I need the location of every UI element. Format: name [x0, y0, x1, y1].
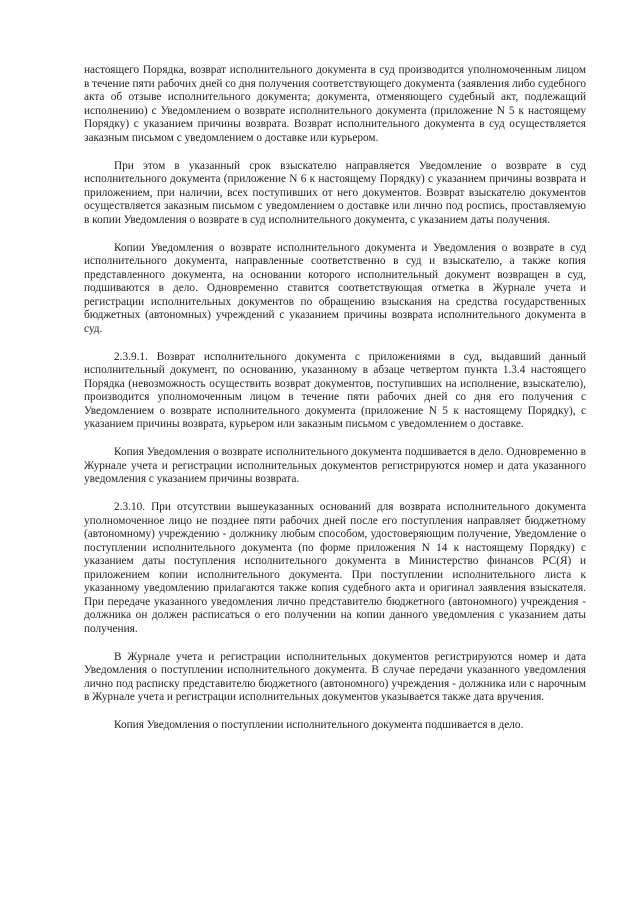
paragraph-8: Копия Уведомления о поступлении исполнительного документа подшивается в дело. — [114, 719, 524, 731]
paragraph-6: 2.3.10. При отсутствии вышеуказанных оснований для возврата исполнительного документа уполномоченное лицо не позднее пяти рабочих дней после его поступления направляет бюджетному (автономному) учреждению - должнику любым способом, удостоверяющим получение, Уведомление о поступлении исполнительного документа (по форме приложения N 14 к настоящему Порядку) с указанием даты поступления исполнительного документа в Министерство финансов РС(Я) и приложением копии исполнительного документа. При поступлении исполнительного листа к указанному уведомлению прилагаются также копия судебного акта и оригинал заявления взыскателя. При передаче указанного уведомления лично представителю бюджетного (автономного) учреждения - должника он должен расписаться о его получении на копии данного уведомления с указанием даты получения. — [84, 501, 586, 635]
paragraph-1: настоящего Порядка, возврат исполнительного документа в суд производится уполномоченным лицом в течение пяти рабочих дней со дня получения соответствующего документа (заявления либо судебного акта об отзыве исполнительного документа; документа, отменяющего судебный акт, подлежащий исполнению) с Уведомлением о возврате исполнительного документа (приложение N 5 к настоящему Порядку) с указанием причины возврата. Возврат исполнительного документа в суд осуществляется заказным письмом с уведомлением о доставке или курьером. — [84, 64, 586, 144]
paragraph-3: Копии Уведомления о возврате исполнительного документа и Уведомления о возврате в суд исполнительного документа, направленные соответственно в суд и взыскателю, а также копия представленного документа, на основании которого исполнительный документ возвращен в суд, подшиваются в дело. Одновременно ставится соответствующая отметка в Журнале учета и регистрации исполнительных документов по обращению взыскания на средства государственных бюджетных (автономных) учреждений с указанием причины возврата исполнительного документа в суд. — [84, 241, 586, 335]
document-page — [84, 64, 586, 733]
paragraph-7: В Журнале учета и регистрации исполнительных документов регистрируются номер и дата Уведомления о поступлении исполнительного документа. В случае передачи указанного уведомления лично под расписку представителю бюджетного (автономного) учреждения - должника или с нарочным в Журнале учета и регистрации исполнительных документов указывается также дата вручения. — [84, 650, 586, 703]
paragraph-5: Копия Уведомления о возврате исполнительного документа подшивается в дело. Одновременно в Журнале учета и регистрации исполнительных документов регистрируются номер и дата указанного уведомления с указанием причины возврата. — [84, 446, 586, 485]
paragraph-2: При этом в указанный срок взыскателю направляется Уведомление о возврате в суд исполнительного документа (приложение N 6 к настоящему Порядку) с указанием причины возврата и приложением, при наличии, всех поступивших от него документов. Возврат взыскателю документов осуществляется заказным письмом с уведомлением о доставке или лично под роспись, проставляемую в копии Уведомления о возврате в суд исполнительного документа, с указанием даты получения. — [84, 159, 586, 226]
paragraph-4: 2.3.9.1. Возврат исполнительного документа с приложениями в суд, выдавший данный исполнительный документ, по основанию, указанному в абзаце четвертом пункта 1.3.4 настоящего Порядка (невозможность осуществить возврат документов, поступивших на исполнение, взыскателю), производится уполномоченным лицом в течение пяти рабочих дней со дня его получения с Уведомлением о возврате исполнительного документа (приложение N 5 к настоящему Порядку), с указанием причины возврата, курьером или заказным письмом с уведомлением о доставке. — [84, 350, 586, 430]
